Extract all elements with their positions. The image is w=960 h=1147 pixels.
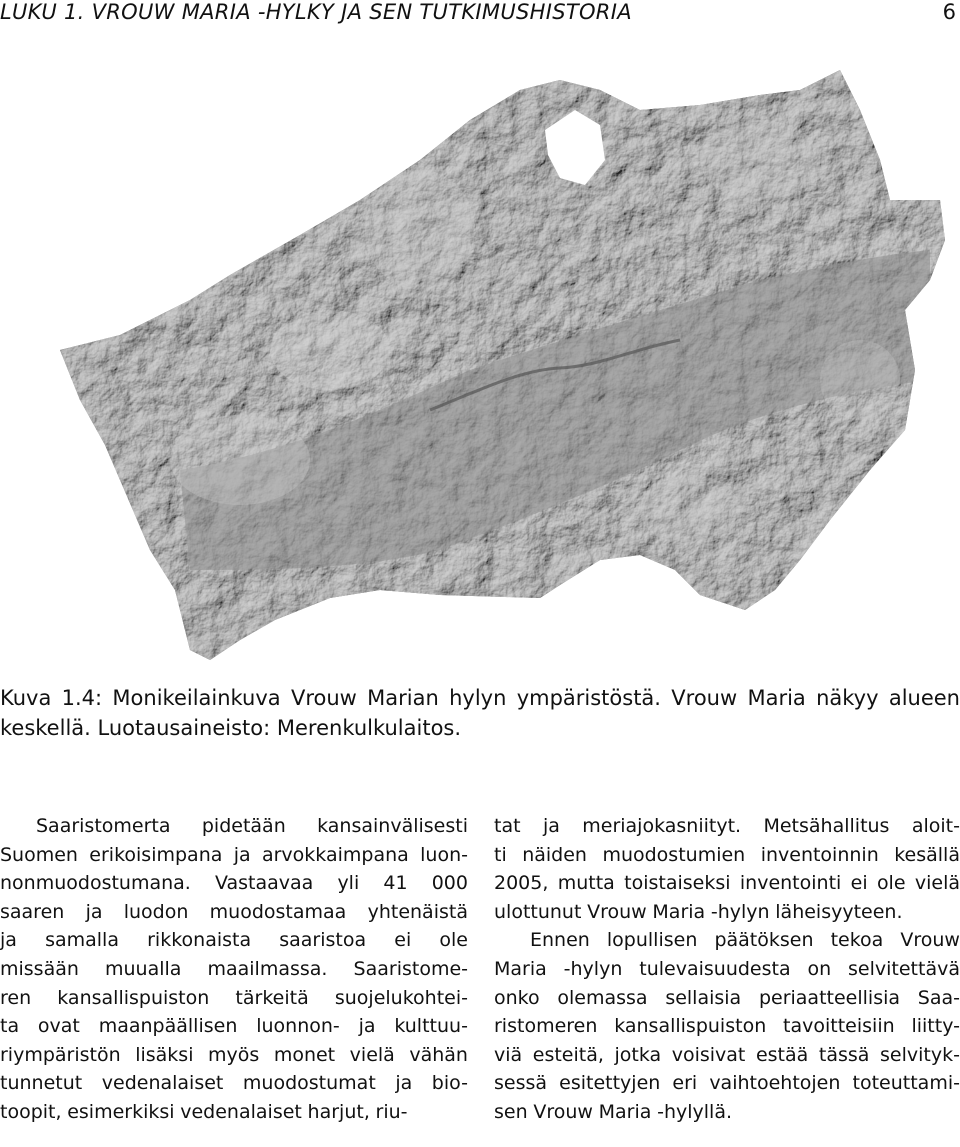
- word: Saa-: [917, 986, 960, 1009]
- word: monet: [273, 1043, 336, 1066]
- word: yli: [337, 872, 360, 895]
- word: -hylyn: [563, 957, 623, 980]
- word: viä: [494, 1043, 523, 1066]
- word: tässä: [818, 1043, 870, 1066]
- word: sen: [494, 1100, 528, 1123]
- word: selvityk-: [880, 1043, 960, 1066]
- text-line: [0, 898, 468, 927]
- text-line: [0, 869, 468, 898]
- word: muualla: [104, 957, 182, 980]
- text-line: [494, 841, 960, 870]
- word: samalla: [45, 929, 119, 952]
- text-line: [0, 926, 468, 955]
- word: olemassa: [557, 986, 648, 1009]
- word: kulttuu-: [394, 1015, 468, 1038]
- caption-word: Kuva: [0, 686, 52, 710]
- word: arvokkaimpana: [261, 843, 409, 866]
- word: toteuttami-: [852, 1072, 960, 1095]
- word: ja: [85, 900, 103, 923]
- word: ta: [0, 1015, 20, 1038]
- word: läheisyyteen.: [775, 900, 903, 923]
- word: -hylyn: [710, 900, 770, 923]
- word: Vrouw: [900, 929, 960, 952]
- running-title: LUKU 1. VROUW MARIA -HYLKY JA SEN TUTKIMUSHISTORIA: [0, 0, 632, 24]
- word: onko: [494, 986, 540, 1009]
- word: vaihtoehtojen: [709, 1072, 841, 1095]
- word: yhtenäistä: [367, 900, 468, 923]
- word: Saaristome-: [353, 957, 468, 980]
- word: vielä: [349, 1043, 395, 1066]
- word: tulevaisuudesta: [639, 957, 791, 980]
- caption-word: alueen: [888, 686, 960, 710]
- text-line: [0, 812, 468, 841]
- word: ovat: [37, 1015, 80, 1038]
- word: riympäristön: [0, 1043, 121, 1066]
- word: kesällä: [894, 843, 960, 866]
- caption-word: Vrouw: [290, 686, 357, 710]
- word: maailmassa.: [207, 957, 328, 980]
- word: selvitettävä: [848, 957, 960, 980]
- word: päätöksen: [714, 929, 814, 952]
- word: luonnon-: [256, 1015, 340, 1038]
- text-line: [494, 1069, 960, 1098]
- word: on: [807, 957, 832, 980]
- word: meriajokasniityt.: [582, 815, 742, 837]
- word: tat: [494, 815, 521, 837]
- text-line: [494, 869, 960, 898]
- word: ei: [394, 929, 412, 952]
- word: Saaristomerta: [36, 815, 171, 837]
- caption-word: Monikeilainkuva: [112, 686, 281, 710]
- word: muodostamaa: [209, 900, 347, 923]
- word: mutta: [557, 872, 615, 895]
- text-line: [494, 1098, 960, 1127]
- word: erikoisimpana: [89, 843, 223, 866]
- word: Vrouw: [587, 900, 647, 923]
- text-line: [494, 1012, 960, 1041]
- text-line: [494, 1041, 960, 1070]
- word: ristomeren: [494, 1015, 598, 1038]
- word: inventointi: [739, 872, 842, 895]
- right-column-text: [494, 812, 960, 1127]
- word: suojelukohtei-: [334, 986, 468, 1009]
- word: missään: [0, 957, 79, 980]
- word: estää: [755, 1043, 809, 1066]
- word: tavoitteisiin: [783, 1015, 895, 1038]
- running-header: [0, 0, 960, 30]
- word: ja: [542, 815, 560, 837]
- word: ulottunut: [494, 900, 582, 923]
- multibeam-sonar-image: [0, 50, 960, 680]
- word: jotka: [614, 1043, 662, 1066]
- word: lisäksi: [135, 1043, 194, 1066]
- word: toistaiseksi: [624, 872, 731, 895]
- word: tunnetut: [0, 1072, 83, 1095]
- word: lopullisen: [606, 929, 698, 952]
- word: esteitä,: [532, 1043, 604, 1066]
- figure-caption: [0, 683, 960, 743]
- text-line: [0, 841, 468, 870]
- word: Maria: [494, 957, 547, 980]
- word: maanpäällisen: [98, 1015, 238, 1038]
- word: Ennen: [530, 929, 590, 952]
- word: inventoinnin: [760, 843, 879, 866]
- caption-word: Maria: [747, 686, 806, 710]
- word: periaatteellisia: [758, 986, 901, 1009]
- word: vähän: [409, 1043, 468, 1066]
- word: aloit-: [911, 815, 960, 837]
- caption-word: hylyn: [449, 686, 507, 710]
- text-line: [494, 955, 960, 984]
- word: eri: [672, 1072, 698, 1095]
- word: tärkeitä: [235, 986, 309, 1009]
- text-line: [0, 1012, 468, 1041]
- text-line: [0, 1041, 468, 1070]
- word: 41: [383, 872, 408, 895]
- caption-line-2: keskellä. Luotausaineisto: Merenkulkulaitos.: [0, 716, 462, 740]
- word: Metsähallitus: [763, 815, 890, 837]
- word: ole: [439, 929, 468, 952]
- word: kansainvälisesti: [317, 815, 468, 837]
- word: ei: [850, 872, 868, 895]
- caption-word: näkyy: [816, 686, 879, 710]
- word: toopit,: [0, 1100, 62, 1123]
- word: luon-: [420, 843, 468, 866]
- word: näiden: [522, 843, 587, 866]
- word: ole: [876, 872, 906, 895]
- word: ja: [233, 843, 251, 866]
- word: esitettyjen: [559, 1072, 661, 1095]
- word: kansallispuiston: [57, 986, 210, 1009]
- caption-word: ympäristöstä.: [516, 686, 661, 710]
- text-line: [494, 812, 960, 841]
- word: ja: [358, 1015, 376, 1038]
- caption-line-1: [0, 683, 960, 713]
- word: muodostumien: [602, 843, 746, 866]
- word: Vrouw: [533, 1100, 593, 1123]
- word: sessä: [494, 1072, 548, 1095]
- word: riu-: [375, 1100, 408, 1123]
- page-number: 6: [942, 0, 956, 24]
- caption-word: Marian: [367, 686, 439, 710]
- word: vedenalaiset: [180, 1100, 302, 1123]
- text-line: [0, 984, 468, 1013]
- word: esimerkiksi: [67, 1100, 175, 1123]
- word: harjut,: [307, 1100, 370, 1123]
- word: bio-: [431, 1072, 468, 1095]
- text-line: [0, 1069, 468, 1098]
- word: ja: [0, 929, 17, 952]
- word: pidetään: [201, 815, 286, 837]
- word: rikkonaista: [147, 929, 252, 952]
- word: muodostumat: [242, 1072, 376, 1095]
- text-line: [0, 955, 468, 984]
- word: vielä: [914, 872, 960, 895]
- word: -hylyllä.: [657, 1100, 732, 1123]
- word: vedenalaiset: [101, 1072, 224, 1095]
- word: liitty-: [911, 1015, 960, 1038]
- text-line: [494, 898, 960, 927]
- word: ja: [395, 1072, 413, 1095]
- word: myös: [208, 1043, 260, 1066]
- word: tekoa: [830, 929, 884, 952]
- word: Maria: [652, 900, 706, 923]
- word: nonmuodostumana.: [0, 872, 191, 895]
- word: saaristoa: [279, 929, 367, 952]
- word: Vastaavaa: [214, 872, 314, 895]
- text-line: [494, 984, 960, 1013]
- word: ti: [494, 843, 507, 866]
- word: ren: [0, 986, 32, 1009]
- caption-word: Vrouw: [671, 686, 738, 710]
- word: kansallispuiston: [614, 1015, 767, 1038]
- sonar-figure: [0, 50, 960, 680]
- word: 2005,: [494, 872, 549, 895]
- word: Maria: [598, 1100, 652, 1123]
- left-column-text: [0, 812, 468, 1127]
- word: voisivat: [671, 1043, 746, 1066]
- text-line: [0, 1098, 468, 1127]
- word: Suomen: [0, 843, 78, 866]
- word: sellaisia: [665, 986, 742, 1009]
- word: saaren: [0, 900, 65, 923]
- text-line: [494, 926, 960, 955]
- caption-word: 1.4:: [61, 686, 103, 710]
- word: 000: [431, 872, 468, 895]
- word: luodon: [123, 900, 189, 923]
